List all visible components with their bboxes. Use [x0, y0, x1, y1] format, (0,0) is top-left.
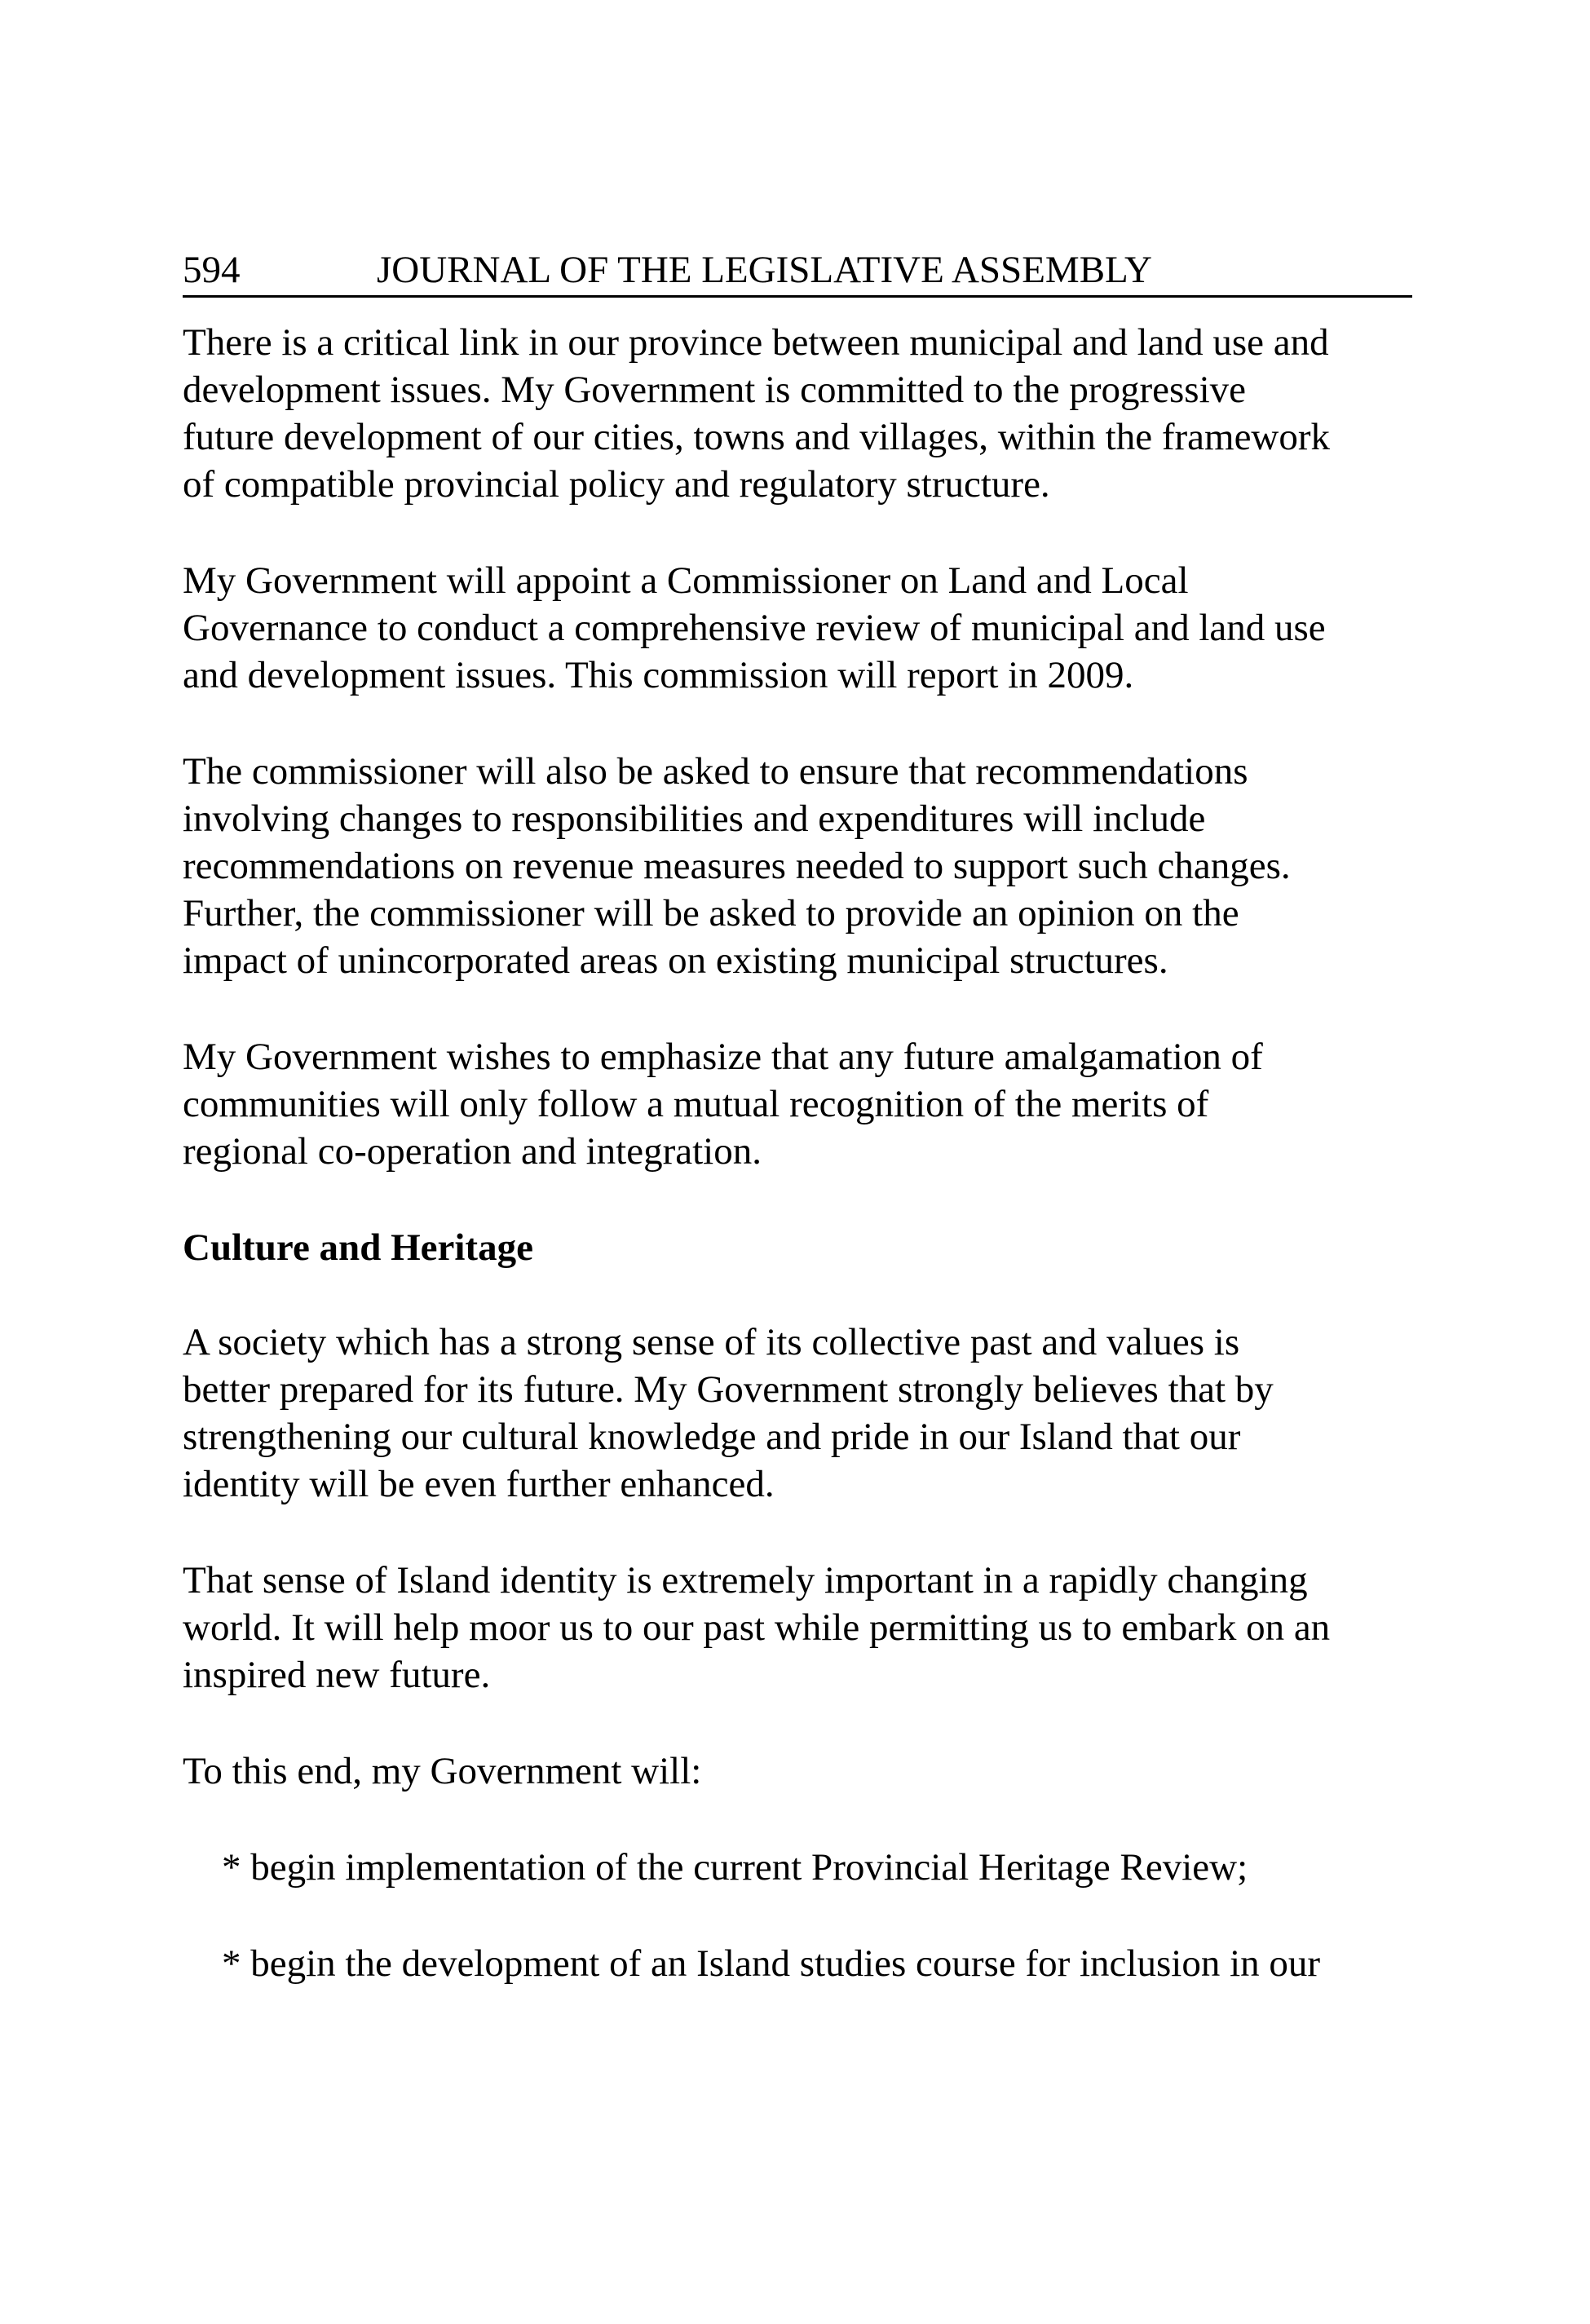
text-line: recommendations on revenue measures needed to support such changes.	[183, 845, 1291, 887]
paragraph-amalgamation	[183, 1033, 1412, 1175]
text-line: Governance to conduct a comprehensive review of municipal and land use	[183, 607, 1326, 649]
text-line: and development issues. This commission will report in 2009.	[183, 654, 1134, 696]
text-line: strengthening our cultural knowledge and pride in our Island that our	[183, 1416, 1241, 1458]
text-line: That sense of Island identity is extremely important in a rapidly changing	[183, 1559, 1308, 1602]
text-line: better prepared for its future. My Government strongly believes that by	[183, 1368, 1274, 1411]
paragraph-land-use-link	[183, 319, 1412, 508]
text-line: To this end, my Government will:	[183, 1750, 702, 1792]
paragraph-government-will	[183, 1747, 1412, 1795]
text-line: Further, the commissioner will be asked to provide an opinion on the	[183, 892, 1239, 934]
text-line: There is a critical link in our province between municipal and land use and	[183, 321, 1329, 364]
text-line: world. It will help moor us to our past while permitting us to embark on an	[183, 1606, 1331, 1649]
paragraph-commissioner-appointment	[183, 557, 1412, 699]
text-line: involving changes to responsibilities and expenditures will include	[183, 797, 1206, 840]
body-text	[183, 319, 1412, 1987]
text-line: A society which has a strong sense of its collective past and values is	[183, 1321, 1240, 1363]
text-line: of compatible provincial policy and regulatory structure.	[183, 463, 1050, 506]
page-number: 594	[183, 249, 241, 291]
text-line: regional co-operation and integration.	[183, 1130, 762, 1173]
text-line: impact of unincorporated areas on existing municipal structures.	[183, 939, 1168, 982]
text-line: identity will be even further enhanced.	[183, 1463, 775, 1505]
list-item: * begin implementation of the current Provincial Heritage Review;	[222, 1846, 1248, 1889]
text-line: inspired new future.	[183, 1654, 491, 1696]
paragraph-island-identity	[183, 1557, 1412, 1699]
commitments-list	[183, 1844, 1412, 1987]
text-line: communities will only follow a mutual recognition of the merits of	[183, 1083, 1209, 1125]
list-item: * begin the development of an Island studies course for inclusion in our	[222, 1942, 1321, 1985]
text-line: future development of our cities, towns and villages, within the framework	[183, 416, 1331, 458]
section-heading-culture-heritage: Culture and Heritage	[183, 1226, 533, 1269]
text-line: The commissioner will also be asked to ensure that recommendations	[183, 750, 1248, 793]
running-header	[183, 245, 1412, 298]
text-line: My Government wishes to emphasize that any future amalgamation of	[183, 1036, 1263, 1078]
text-line: My Government will appoint a Commissioner on Land and Local	[183, 559, 1189, 602]
paragraph-collective-past	[183, 1319, 1412, 1508]
journal-title: JOURNAL OF THE LEGISLATIVE ASSEMBLY	[377, 249, 1152, 291]
document-page	[183, 245, 1412, 2036]
text-line: development issues. My Government is committed to the progressive	[183, 369, 1247, 411]
paragraph-commissioner-recommendations	[183, 748, 1412, 984]
